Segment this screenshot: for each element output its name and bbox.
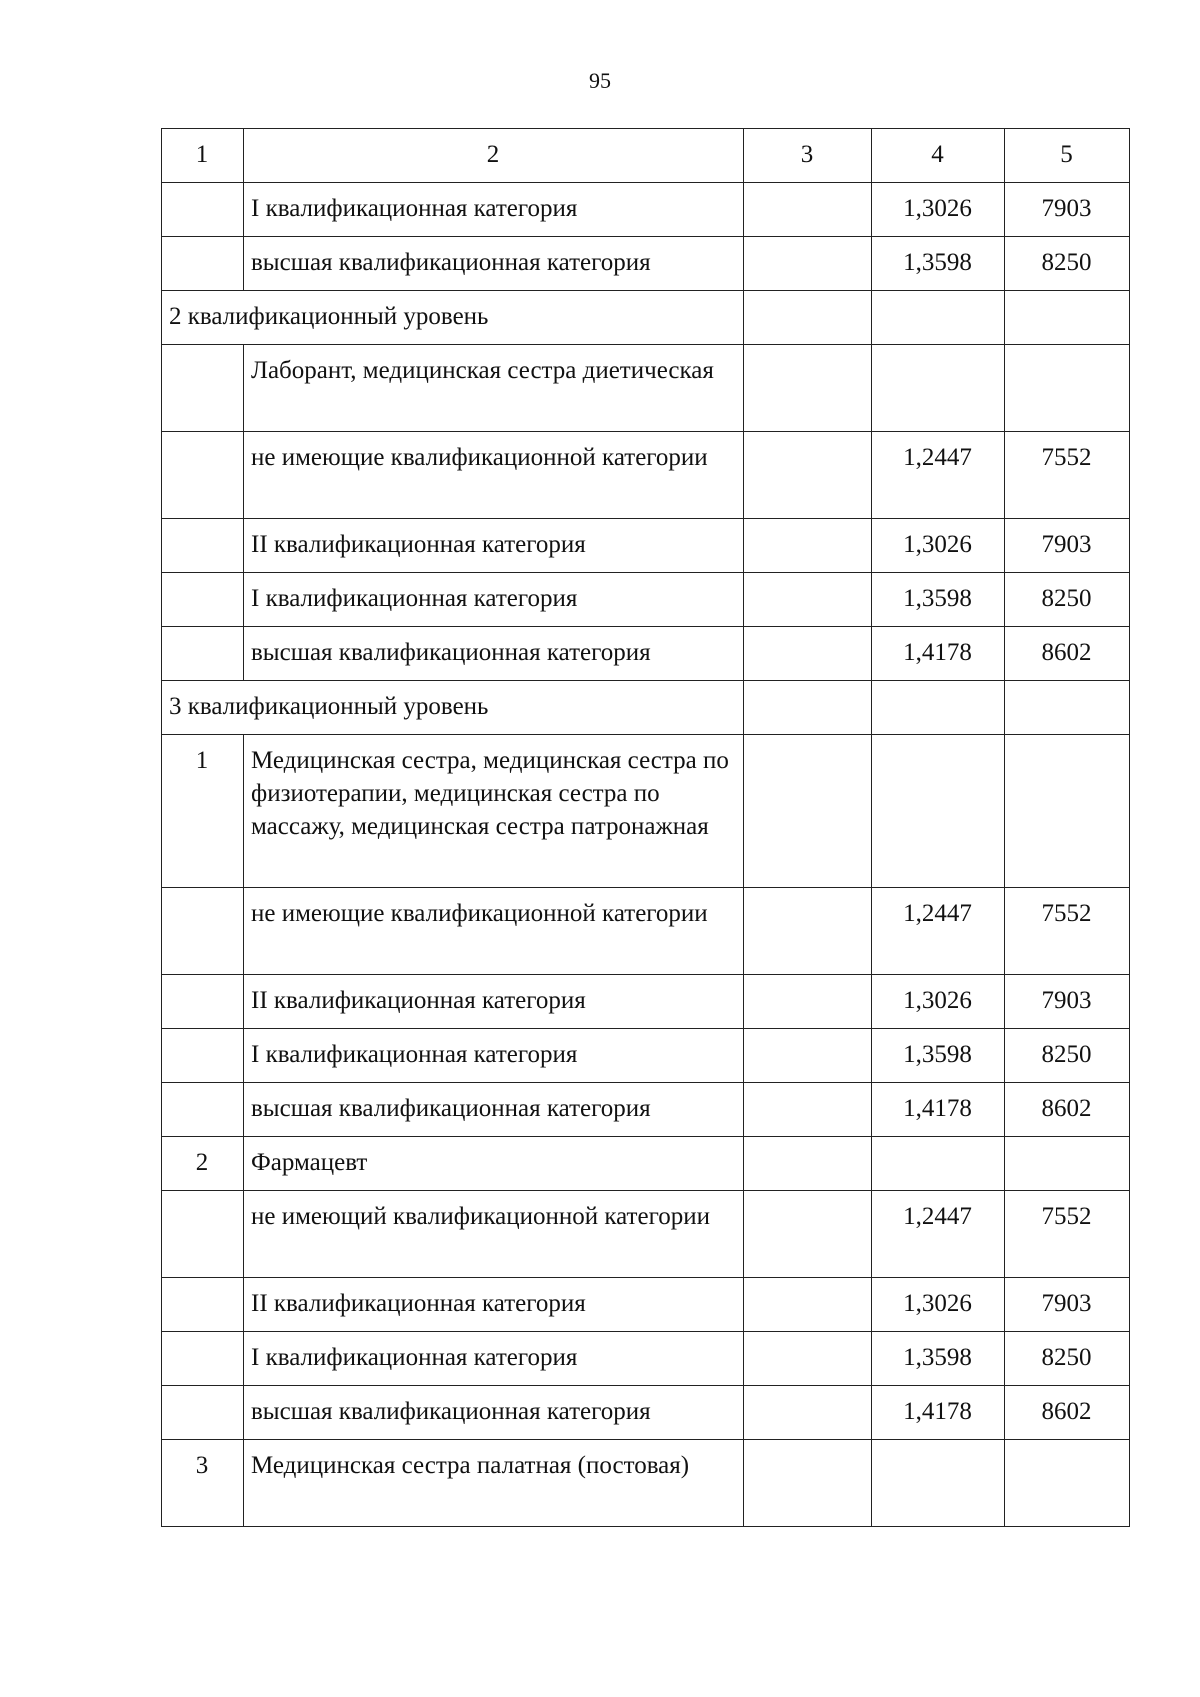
cell-col3	[744, 432, 872, 519]
salary-cell	[1005, 681, 1130, 735]
salary-cell: 7903	[1005, 183, 1130, 237]
cell-col3	[744, 345, 872, 432]
table-row	[162, 1083, 1130, 1137]
number-cell	[162, 237, 244, 291]
cell-col3	[744, 975, 872, 1029]
cell-col3	[744, 291, 872, 345]
coefficient-cell	[872, 1137, 1005, 1191]
cell-col3	[744, 1386, 872, 1440]
position-cell: не имеющие квалификационной категории	[244, 888, 744, 975]
position-cell: высшая квалификационная категория	[244, 627, 744, 681]
position-cell: II квалификационная категория	[244, 1278, 744, 1332]
position-cell: высшая квалификационная категория	[244, 1083, 744, 1137]
position-cell: I квалификационная категория	[244, 573, 744, 627]
salary-cell: 8602	[1005, 627, 1130, 681]
header-row	[162, 129, 1130, 183]
salary-cell	[1005, 735, 1130, 888]
header-cell-col4: 4	[872, 129, 1005, 183]
number-cell	[162, 432, 244, 519]
number-cell	[162, 888, 244, 975]
coefficient-cell: 1,3598	[872, 1029, 1005, 1083]
salary-cell: 7552	[1005, 1191, 1130, 1278]
coefficient-cell: 1,3026	[872, 975, 1005, 1029]
coefficient-cell: 1,3026	[872, 519, 1005, 573]
table-row	[162, 1278, 1130, 1332]
cell-col3	[744, 1029, 872, 1083]
salary-cell: 8250	[1005, 573, 1130, 627]
number-cell	[162, 573, 244, 627]
number-cell	[162, 627, 244, 681]
level-heading-cell: 3 квалификационный уровень	[162, 681, 744, 735]
position-cell: II квалификационная категория	[244, 519, 744, 573]
coefficient-cell: 1,2447	[872, 888, 1005, 975]
salary-cell	[1005, 345, 1130, 432]
salary-cell: 7903	[1005, 519, 1130, 573]
position-cell: Медицинская сестра палатная (постовая)	[244, 1440, 744, 1527]
coefficient-cell	[872, 345, 1005, 432]
salary-cell	[1005, 1137, 1130, 1191]
cell-col3	[744, 519, 872, 573]
table-row	[162, 1191, 1130, 1278]
coefficient-cell: 1,3598	[872, 1332, 1005, 1386]
position-cell: высшая квалификационная категория	[244, 237, 744, 291]
table-row	[162, 432, 1130, 519]
header-cell-col5: 5	[1005, 129, 1130, 183]
salary-cell: 8250	[1005, 237, 1130, 291]
position-cell: I квалификационная категория	[244, 183, 744, 237]
coefficient-cell: 1,2447	[872, 1191, 1005, 1278]
coefficient-cell	[872, 681, 1005, 735]
table-row	[162, 975, 1130, 1029]
salary-cell: 7552	[1005, 888, 1130, 975]
number-cell	[162, 1083, 244, 1137]
salary-cell: 8602	[1005, 1083, 1130, 1137]
coefficient-cell	[872, 291, 1005, 345]
coefficient-cell: 1,4178	[872, 627, 1005, 681]
table-row	[162, 627, 1130, 681]
position-cell: высшая квалификационная категория	[244, 1386, 744, 1440]
number-cell	[162, 1191, 244, 1278]
salary-cell: 7552	[1005, 432, 1130, 519]
level-row	[162, 681, 1130, 735]
number-cell	[162, 1029, 244, 1083]
header-cell-col3: 3	[744, 129, 872, 183]
position-cell: I квалификационная категория	[244, 1332, 744, 1386]
header-cell-col2: 2	[244, 129, 744, 183]
cell-col3	[744, 627, 872, 681]
coefficient-cell: 1,3598	[872, 573, 1005, 627]
page-number: 95	[589, 68, 611, 93]
number-cell: 2	[162, 1137, 244, 1191]
salary-cell: 8602	[1005, 1386, 1130, 1440]
cell-col3	[744, 1083, 872, 1137]
table-row	[162, 1137, 1130, 1191]
number-cell	[162, 519, 244, 573]
number-cell	[162, 975, 244, 1029]
position-cell: Медицинская сестра, медицинская сестра по физиотерапии, медицинская сестра по массажу, медицинская сестра патронажная	[244, 735, 744, 888]
position-cell: Лаборант, медицинская сестра диетическая	[244, 345, 744, 432]
number-cell	[162, 1332, 244, 1386]
table-row	[162, 345, 1130, 432]
salary-cell	[1005, 1440, 1130, 1527]
position-cell: I квалификационная категория	[244, 1029, 744, 1083]
salary-cell	[1005, 291, 1130, 345]
coefficient-cell: 1,4178	[872, 1083, 1005, 1137]
cell-col3	[744, 735, 872, 888]
position-cell: не имеющие квалификационной категории	[244, 432, 744, 519]
table-row	[162, 519, 1130, 573]
table-row	[162, 573, 1130, 627]
coefficient-cell: 1,2447	[872, 432, 1005, 519]
table-row	[162, 1332, 1130, 1386]
cell-col3	[744, 888, 872, 975]
table-row	[162, 183, 1130, 237]
salary-cell: 7903	[1005, 975, 1130, 1029]
cell-col3	[744, 183, 872, 237]
number-cell	[162, 183, 244, 237]
table-row	[162, 1440, 1130, 1527]
number-cell: 1	[162, 735, 244, 888]
level-heading-cell: 2 квалификационный уровень	[162, 291, 744, 345]
table-row	[162, 1029, 1130, 1083]
table-row	[162, 888, 1130, 975]
position-cell: не имеющий квалификационной категории	[244, 1191, 744, 1278]
level-row	[162, 291, 1130, 345]
cell-col3	[744, 1440, 872, 1527]
coefficient-cell	[872, 735, 1005, 888]
salary-cell: 8250	[1005, 1029, 1130, 1083]
coefficient-cell: 1,3598	[872, 237, 1005, 291]
table-row	[162, 237, 1130, 291]
header-cell-col1: 1	[162, 129, 244, 183]
salary-cell: 8250	[1005, 1332, 1130, 1386]
number-cell: 3	[162, 1440, 244, 1527]
cell-col3	[744, 1137, 872, 1191]
number-cell	[162, 1278, 244, 1332]
coefficient-cell: 1,3026	[872, 1278, 1005, 1332]
cell-col3	[744, 1191, 872, 1278]
table-row	[162, 1386, 1130, 1440]
coefficient-cell	[872, 1440, 1005, 1527]
cell-col3	[744, 1278, 872, 1332]
salary-table	[161, 128, 1130, 1527]
table-row	[162, 735, 1130, 888]
cell-col3	[744, 237, 872, 291]
cell-col3	[744, 573, 872, 627]
number-cell	[162, 1386, 244, 1440]
cell-col3	[744, 1332, 872, 1386]
salary-cell: 7903	[1005, 1278, 1130, 1332]
cell-col3	[744, 681, 872, 735]
number-cell	[162, 345, 244, 432]
coefficient-cell: 1,4178	[872, 1386, 1005, 1440]
coefficient-cell: 1,3026	[872, 183, 1005, 237]
position-cell: II квалификационная категория	[244, 975, 744, 1029]
position-cell: Фармацевт	[244, 1137, 744, 1191]
